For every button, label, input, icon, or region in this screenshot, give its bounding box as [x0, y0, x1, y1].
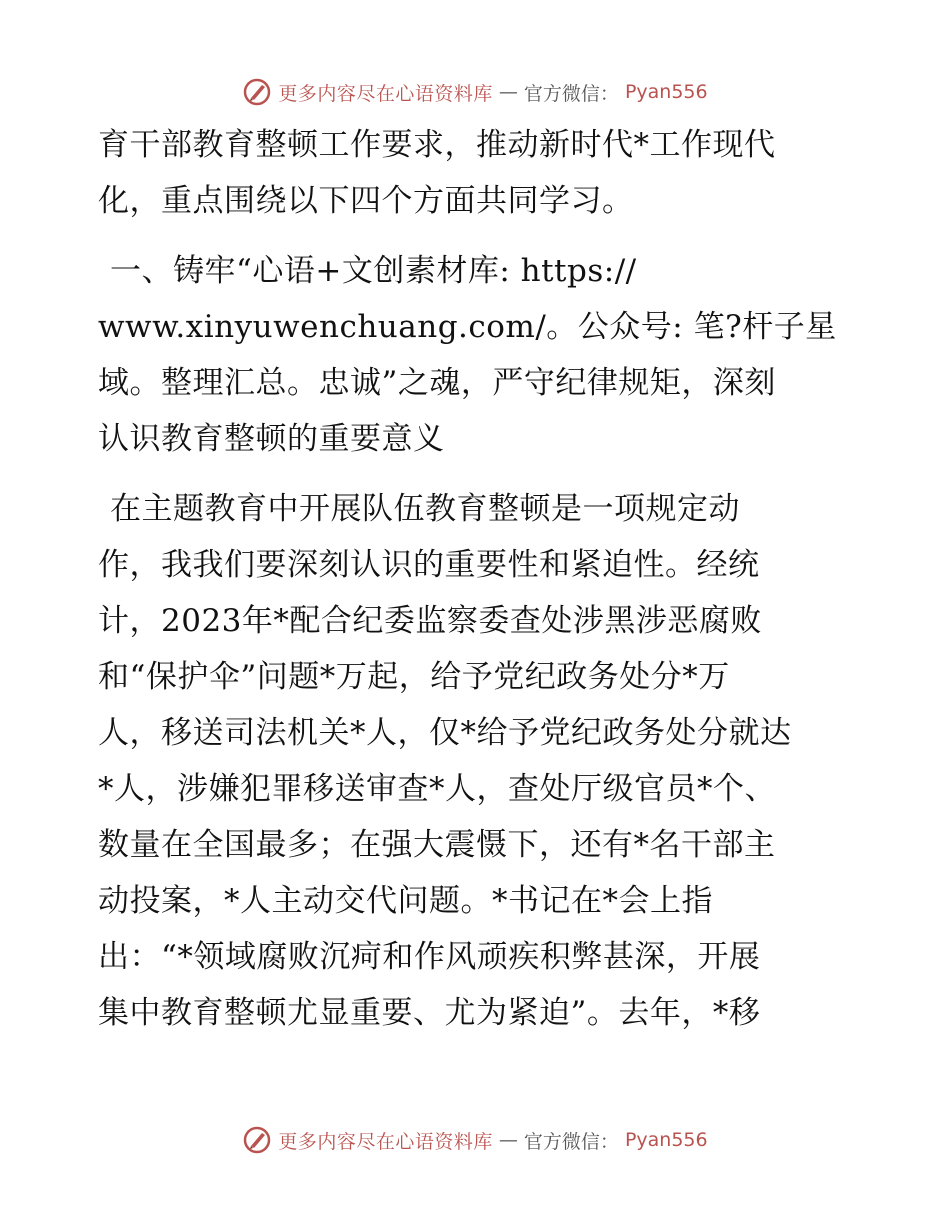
footer-watermark [0, 1120, 950, 1160]
watermark-dash: — [498, 1129, 518, 1151]
text-line: 化，重点围绕以下四个方面共同学习。 [98, 183, 634, 219]
text-line: 作，我我们要深刻认识的重要性和紧迫性。经统 [98, 547, 760, 583]
text-line: 计，2023年*配合纪委监察委查处涉黑涉恶腐败 [98, 603, 762, 639]
heading-line: www.xinyuwenchuang.com/。公众号: 笔?杆子星 [98, 309, 837, 345]
watermark-account-id: Pyan556 [624, 81, 708, 103]
heading-line: 认识教育整顿的重要意义 [98, 421, 445, 457]
document-body [98, 126, 858, 1050]
text-line: 育干部教育整顿工作要求，推动新时代*工作现代 [98, 127, 776, 163]
pen-circle-logo-icon [242, 1125, 272, 1155]
watermark-wechat-label: 官方微信： [523, 82, 619, 105]
paragraph-intro [98, 126, 858, 220]
text-line: 和“保护伞”问题*万起，给予党纪政务处分*万 [98, 659, 730, 695]
section-heading-1 [98, 252, 858, 458]
watermark-account-id: Pyan556 [624, 1129, 708, 1151]
header-watermark [0, 72, 950, 112]
paragraph-body [98, 490, 858, 1032]
heading-line: 一、铸牢“心语+文创素材库: https:// [110, 253, 637, 289]
watermark-wechat-label: 官方微信： [523, 1130, 619, 1153]
watermark-brand-text: 更多内容尽在心语资料库 [278, 82, 493, 105]
text-line: 出：“*领域腐败沉疴和作风顽疾积弊甚深，开展 [98, 939, 761, 975]
text-line: 人，移送司法机关*人，仅*给予党纪政务处分就达 [98, 715, 792, 751]
pen-circle-logo-icon [242, 77, 272, 107]
watermark-brand-text: 更多内容尽在心语资料库 [278, 1130, 493, 1153]
text-line: 在主题教育中开展队伍教育整顿是一项规定动 [110, 491, 740, 527]
watermark-dash: — [498, 81, 518, 103]
text-line: *人，涉嫌犯罪移送审查*人，查处厅级官员*个、 [98, 771, 776, 807]
text-line: 动投案，*人主动交代问题。*书记在*会上指 [98, 883, 713, 919]
text-line: 数量在全国最多；在强大震慑下，还有*名干部主 [98, 827, 776, 863]
heading-line: 域。整理汇总。忠诚”之魂，严守纪律规矩，深刻 [98, 365, 776, 401]
text-line: 集中教育整顿尤显重要、尤为紧迫”。去年，*移 [98, 995, 761, 1031]
